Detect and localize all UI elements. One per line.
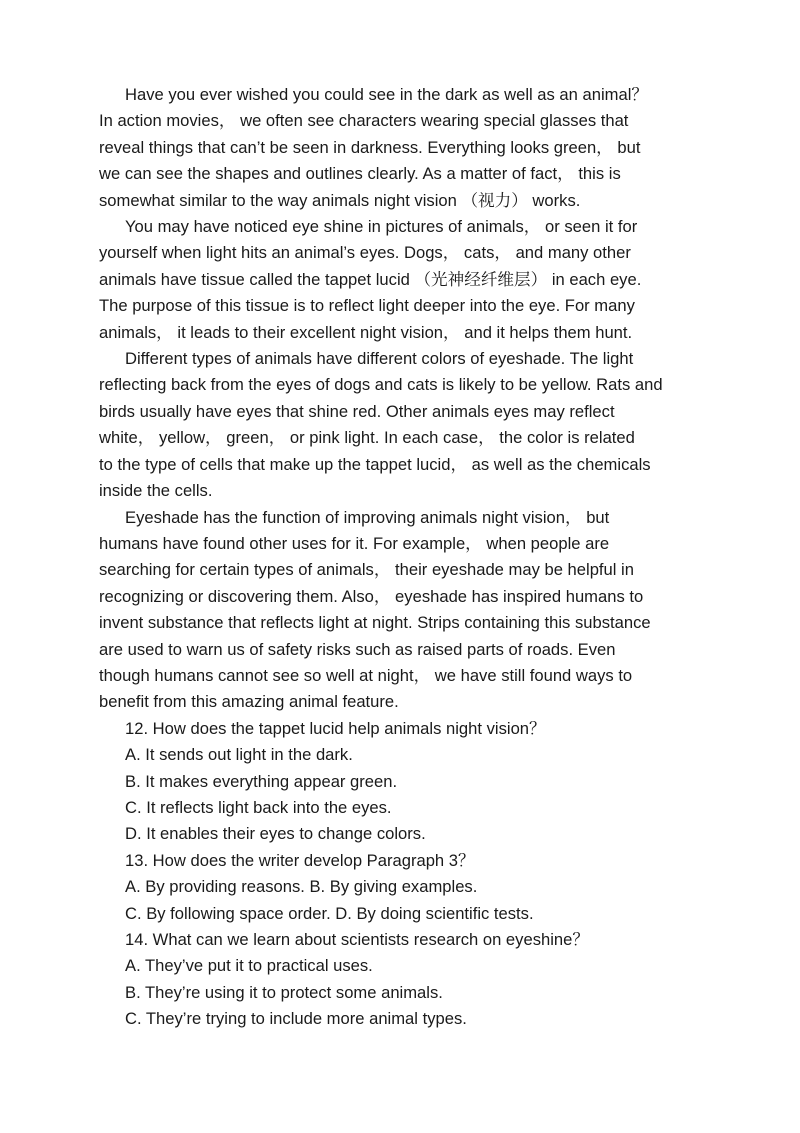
answer-option: C. They’re trying to include more animal types. bbox=[125, 1009, 467, 1029]
answer-option: B. It makes everything appear green. bbox=[125, 771, 398, 791]
question-stem: 14. What can we learn about scientists research on eyeshine？ bbox=[125, 930, 589, 949]
question-14 bbox=[99, 927, 709, 1033]
answer-option: D. It enables their eyes to change colors. bbox=[125, 824, 426, 844]
answer-option: A. It sends out light in the dark. bbox=[125, 745, 353, 765]
document-page bbox=[99, 82, 709, 1033]
paragraph-3: Different types of animals have different colors of eyeshade. The light reflecting back from the eyes of dogs and cats is likely to be yellow. Rats and birds usually have eyes that shine red. Other animals eyes may reflect white， yellow， green， or pink light. In each case， the color is related to the type of cells that make up the tappet lucid， as well as the chemicals inside the cells. bbox=[99, 349, 663, 501]
question-13 bbox=[99, 848, 709, 927]
answer-option: C. It reflects light back into the eyes. bbox=[125, 797, 392, 817]
paragraph-2: You may have noticed eye shine in pictures of animals， or seen it for yourself when light hits an animal’s eyes. Dogs， cats， and many other animals have tissue called the tappet lucid （光神经纤维层） in each eye. The purpose of this tissue is to reflect light deeper into the eye. For many animals， it leads to their excellent night vision， and it helps them hunt. bbox=[99, 217, 642, 342]
question-12 bbox=[99, 716, 709, 848]
reading-passage bbox=[99, 82, 709, 716]
paragraph-1: Have you ever wished you could see in the dark as well as an animal？ In action movies， we often see characters wearing special glasses that reveal things that can’t be seen in darkness. Everything looks green， but we can see the shapes and outlines clearly. As a matter of fact， this is somewhat similar to the way animals night vision （视力） works. bbox=[99, 85, 648, 210]
question-stem: 12. How does the tappet lucid help animals night vision？ bbox=[125, 718, 546, 738]
answer-option: A. By providing reasons. B. By giving examples. bbox=[125, 877, 478, 897]
question-stem: 13. How does the writer develop Paragraph 3？ bbox=[125, 850, 475, 870]
answer-option: A. They’ve put it to practical uses. bbox=[125, 956, 373, 976]
answer-option: B. They’re using it to protect some animals. bbox=[125, 982, 443, 1002]
answer-option: C. By following space order. D. By doing scientific tests. bbox=[125, 903, 534, 923]
paragraph-4: Eyeshade has the function of improving animals night vision， but humans have found other uses for it. For example， when people are searching for certain types of animals， their eyeshade may be helpful in recognizing or discovering them. Also， eyeshade has inspired humans to invent substance that reflects light at night. Strips containing this substance are used to warn us of safety risks such as raised parts of roads. Even though humans cannot see so well at night， we have still found ways to benefit from this amazing animal feature. bbox=[99, 507, 651, 712]
